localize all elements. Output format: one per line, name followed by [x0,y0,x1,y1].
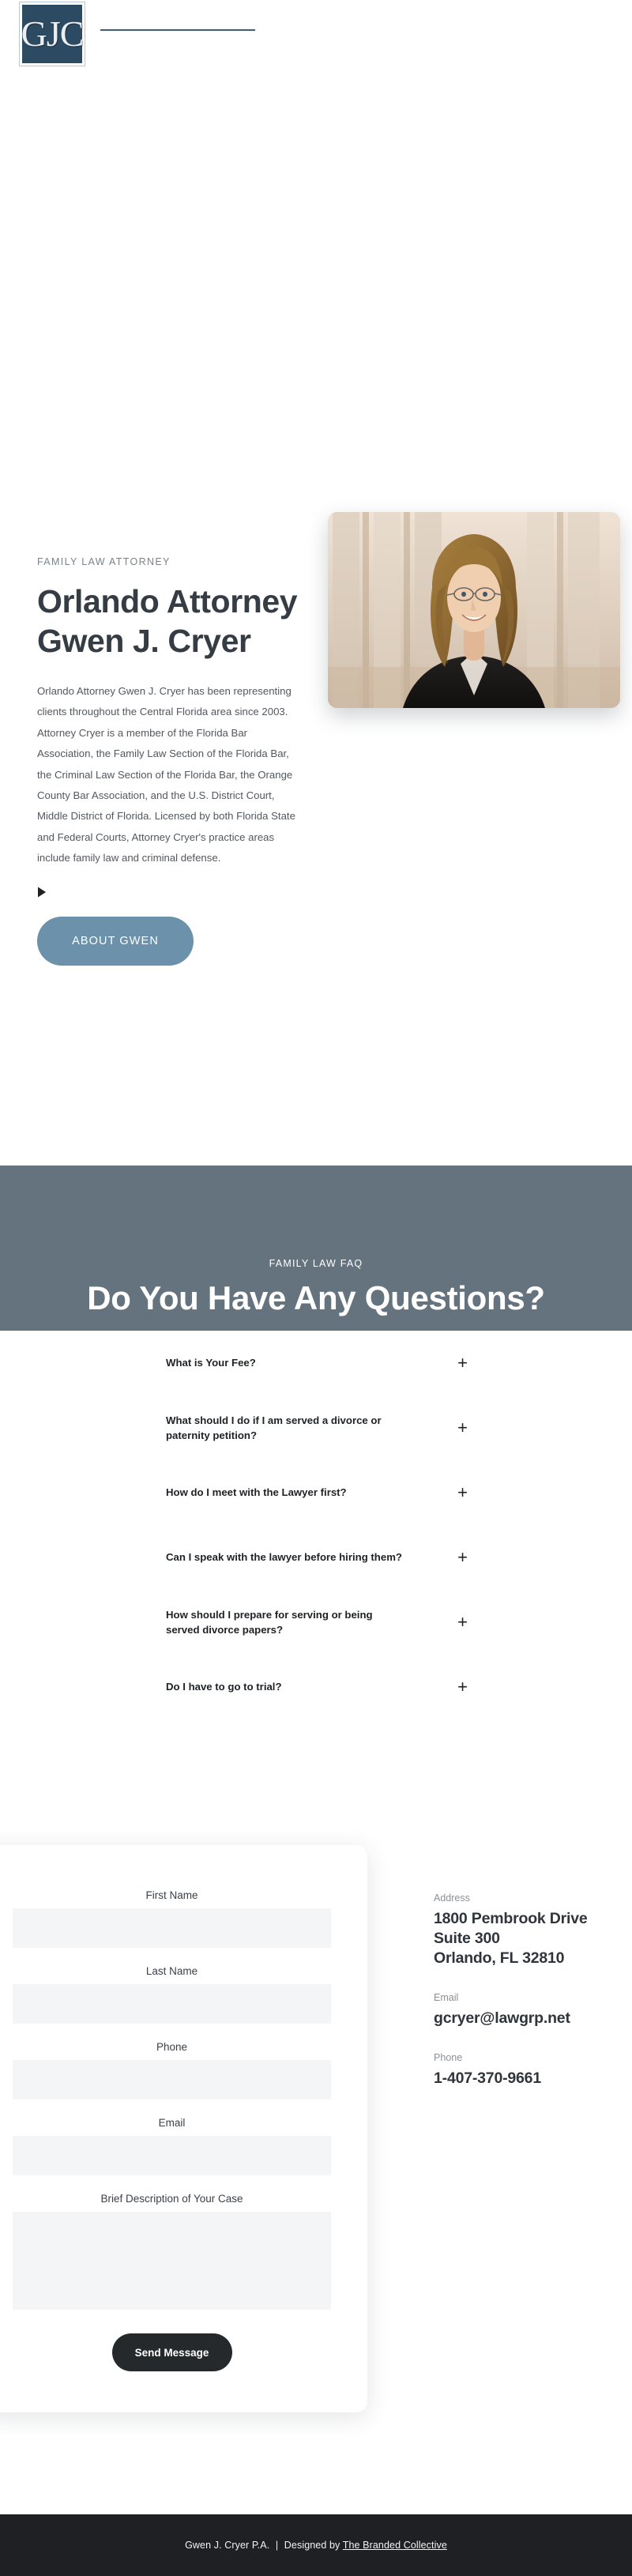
video-play-row[interactable] [37,887,298,904]
last-name-label: Last Name [145,1965,198,1977]
footer-credit-prefix: Designed by [284,2540,340,2551]
case-description-label: Brief Description of Your Case [100,2193,243,2205]
gjc-monogram-logo[interactable] [20,2,85,66]
first-name-input[interactable] [13,1908,331,1948]
phone-field-group [13,2041,331,2100]
last-name-field-group [13,1965,331,2024]
faq-eyebrow: FAMILY LAW FAQ [269,1258,363,1269]
phone-info-label: Phone [434,2051,463,2063]
site-footer [0,2514,632,2576]
plus-icon[interactable]: + [457,1547,468,1567]
phone-value[interactable]: 1-407-370-9661 [434,2069,541,2087]
header-divider-rule [100,29,255,31]
faq-accordion-item[interactable] [158,1655,474,1719]
email-input[interactable] [13,2136,331,2175]
plus-icon[interactable]: + [457,1612,468,1632]
plus-icon[interactable]: + [457,1418,468,1437]
faq-question: How should I prepare for serving or being served divorce papers? [166,1608,373,1636]
hero-eyebrow: FAMILY LAW ATTORNEY [37,556,171,567]
email-info-label: Email [434,1991,459,2003]
first-name-label: First Name [145,1889,198,1901]
phone-block [434,2052,600,2088]
footer-credit-text [185,2540,447,2551]
faq-heading: Do You Have Any Questions? [87,1279,545,1316]
faq-accordion-item[interactable] [158,1460,474,1525]
about-gwen-button[interactable]: ABOUT GWEN [37,917,194,966]
faq-question: What should I do if I am served a divorce or paternity petition? [166,1414,382,1441]
email-value[interactable]: gcryer@lawgrp.net [434,2009,570,2027]
case-description-textarea[interactable] [13,2212,331,2310]
faq-question: Can I speak with the lawyer before hiring them? [166,1551,402,1564]
page-title: Orlando Attorney Gwen J. Cryer [37,583,298,660]
address-line-3: Orlando, FL 32810 [434,1949,565,1967]
contact-form [0,1845,367,2412]
logo-text: GJC [21,13,84,54]
faq-accordion-item[interactable] [158,1525,474,1590]
email-field-group [13,2117,331,2175]
faq-accordion-item[interactable] [158,1395,474,1460]
address-value [434,1909,600,1968]
phone-label: Phone [156,2041,188,2053]
contact-info-column [434,1892,600,2112]
address-label: Address [434,1892,470,1904]
hero-text-column [37,556,298,966]
faq-question: How do I meet with the Lawyer first? [166,1486,347,1499]
faq-question: Do I have to go to trial? [166,1681,282,1693]
case-description-field-group [13,2193,331,2310]
faq-banner [0,1166,632,1331]
hero-body-text: Orlando Attorney Gwen J. Cryer has been representing clients throughout the Central Florida area since 2003. Attorney Cryer is a member of the Florida Bar Association, the Family Law Section of the Florida Bar, the Criminal Law Section of the Florida Bar, the Orange County Bar Association, and the U.S. District Court, Middle District of Florida. Licensed by both Florida State and Federal Courts, Attorney Cryer's practice areas include family law and criminal defense. [37,685,295,864]
send-message-button[interactable]: Send Message [112,2333,232,2371]
footer-separator: | [275,2540,279,2551]
address-line-1: 1800 Pembrook Drive [434,1910,588,1927]
plus-icon[interactable]: + [457,1482,468,1502]
email-label: Email [158,2117,186,2129]
footer-designer-link[interactable]: The Branded Collective [342,2540,447,2551]
faq-accordion-item[interactable] [158,1590,474,1655]
plus-icon[interactable]: + [457,1353,468,1373]
email-block [434,1992,600,2028]
faq-question: What is Your Fee? [166,1357,256,1369]
footer-company: Gwen J. Cryer P.A. [185,2540,270,2551]
address-line-2: Suite 300 [434,1929,500,1947]
attorney-portrait-photo [328,512,620,708]
faq-accordion-item[interactable] [158,1331,474,1395]
plus-icon[interactable]: + [457,1677,468,1697]
address-block [434,1892,600,1968]
play-triangle-icon[interactable] [37,887,47,902]
first-name-field-group [13,1889,331,1948]
site-header [0,0,632,79]
faq-accordion-list [0,1331,632,1719]
phone-input[interactable] [13,2060,331,2100]
last-name-input[interactable] [13,1984,331,2024]
